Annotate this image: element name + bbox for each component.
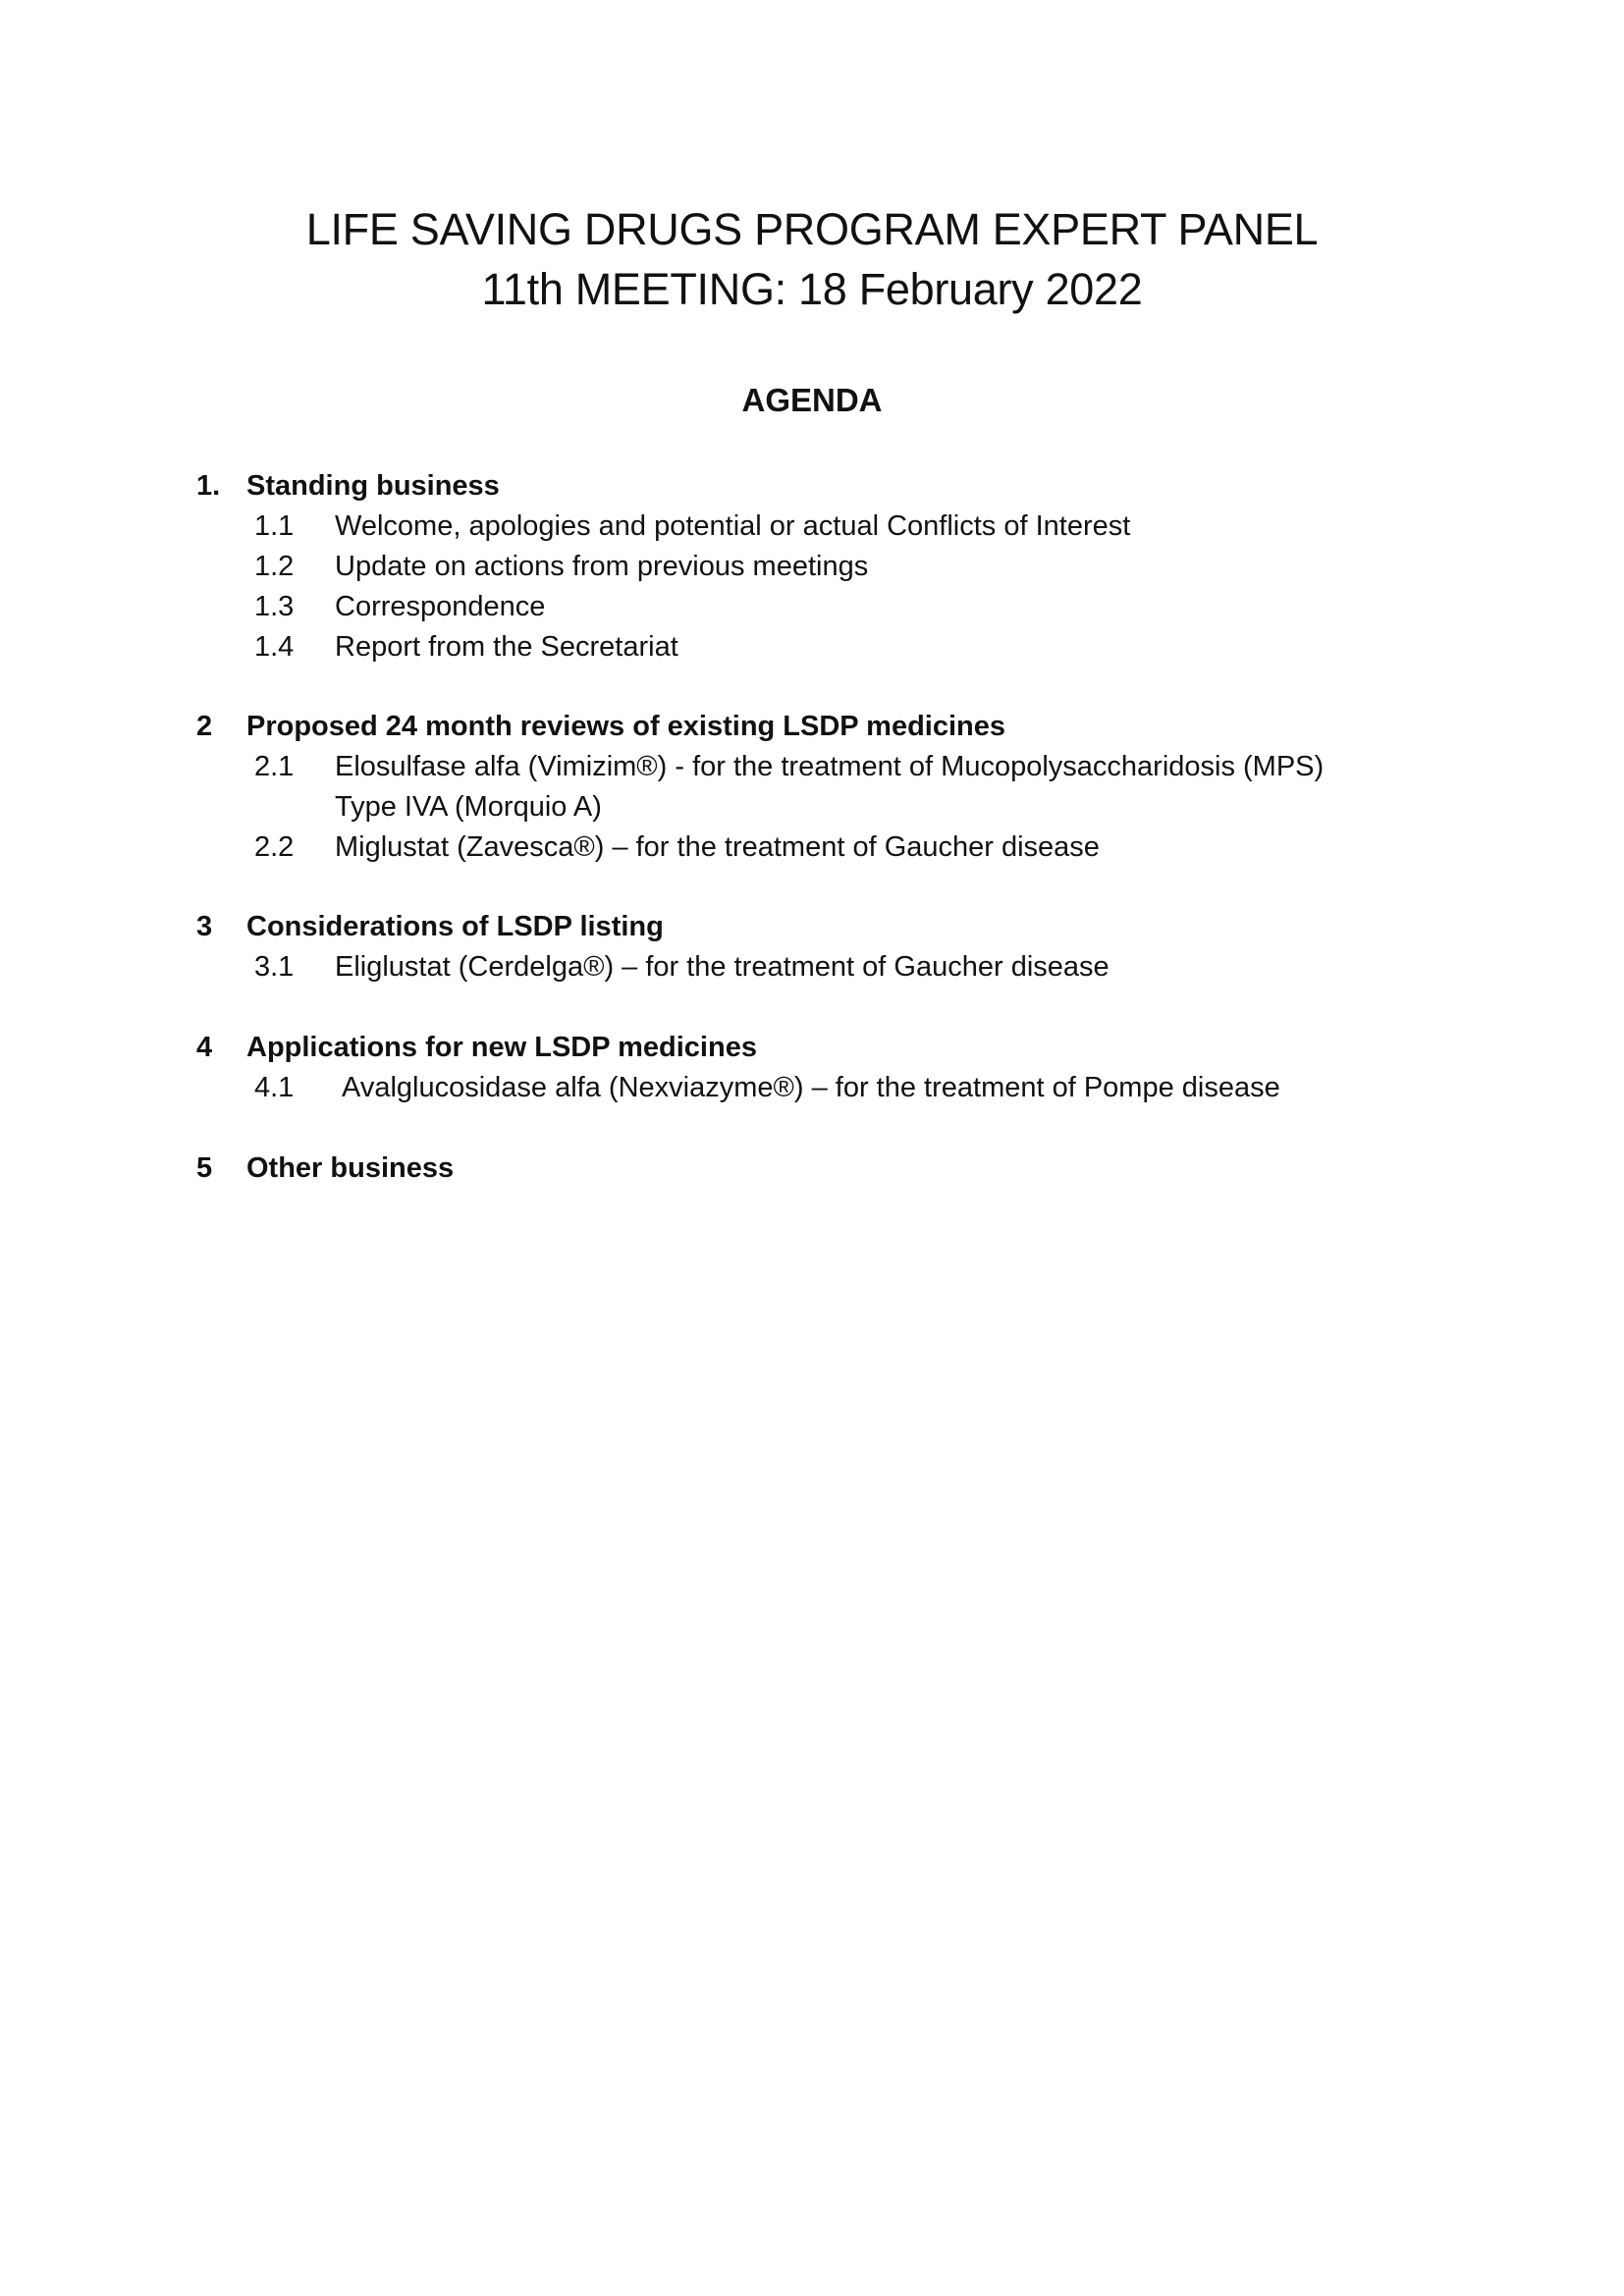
section-heading <box>196 707 1434 747</box>
section-title: Proposed 24 month reviews of existing LSDP medicines <box>246 711 1006 742</box>
agenda-item <box>196 947 1434 988</box>
document-title: LIFE SAVING DRUGS PROGRAM EXPERT PANEL <box>305 204 1319 254</box>
section-heading <box>196 466 1434 507</box>
agenda-item <box>196 828 1434 868</box>
item-text: Avalglucosidase alfa (Nexviazyme®) – for the treatment of Pompe disease <box>342 1072 1280 1103</box>
section-title: Considerations of LSDP listing <box>246 911 664 942</box>
section-number: 1. <box>196 470 221 502</box>
agenda-section-4 <box>196 1028 1434 1108</box>
section-number: 5 <box>196 1152 213 1184</box>
item-number: 1.2 <box>254 551 295 582</box>
agenda-item <box>196 747 1434 828</box>
section-number: 2 <box>196 711 213 742</box>
item-text-continuation: Type IVA (Morquio A) <box>335 791 602 823</box>
agenda-item <box>196 547 1434 587</box>
item-number: 4.1 <box>254 1072 295 1103</box>
meeting-date-title: 11th MEETING: 18 February 2022 <box>481 264 1143 314</box>
item-text: Correspondence <box>335 591 546 622</box>
item-number: 1.4 <box>254 631 295 663</box>
section-heading <box>196 1148 1434 1189</box>
agenda-item <box>196 1068 1434 1108</box>
agenda-section-1 <box>196 466 1434 667</box>
item-number: 1.3 <box>254 591 295 622</box>
agenda-heading: AGENDA <box>741 382 883 418</box>
item-text: Welcome, apologies and potential or actual Conflicts of Interest <box>335 510 1131 542</box>
section-title: Other business <box>246 1152 455 1184</box>
item-text: Eliglustat (Cerdelga®) – for the treatment of Gaucher disease <box>335 951 1110 983</box>
item-text: Report from the Secretariat <box>335 631 678 663</box>
section-heading <box>196 1028 1434 1068</box>
agenda-section-5 <box>196 1148 1434 1189</box>
item-text: Elosulfase alfa (Vimizim®) - for the treatment of Mucopolysaccharidosis (MPS) <box>335 751 1325 782</box>
agenda-section-2 <box>196 707 1434 868</box>
agenda-item <box>196 507 1434 547</box>
section-title: Applications for new LSDP medicines <box>246 1032 757 1063</box>
item-number: 3.1 <box>254 951 295 983</box>
section-heading <box>196 907 1434 947</box>
item-number: 2.2 <box>254 831 295 863</box>
section-number: 4 <box>196 1032 213 1063</box>
item-number: 1.1 <box>254 510 295 542</box>
item-text: Update on actions from previous meetings <box>335 551 869 582</box>
agenda-section-3 <box>196 907 1434 988</box>
section-title: Standing business <box>246 470 500 502</box>
agenda-item <box>196 587 1434 627</box>
item-number: 2.1 <box>254 751 295 782</box>
agenda-item <box>196 627 1434 667</box>
section-number: 3 <box>196 911 213 942</box>
item-text: Miglustat (Zavesca®) – for the treatment of Gaucher disease <box>335 831 1100 863</box>
